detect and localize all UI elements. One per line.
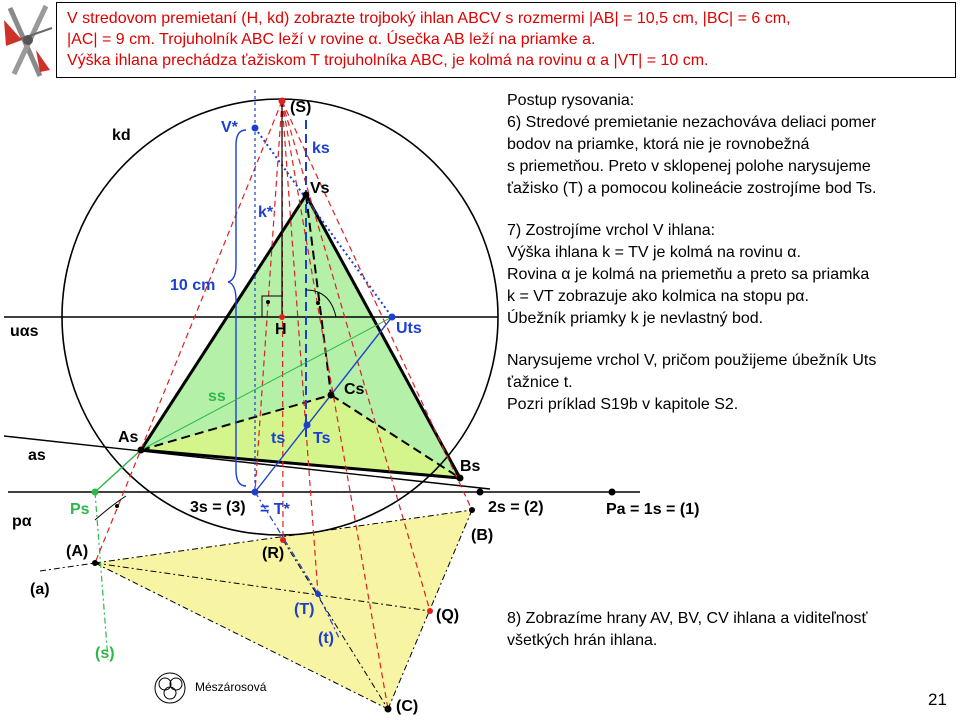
step7b-line: ťažnice t. [507,374,573,391]
step7-line: Rovina α je kolmá na priemetňu a preto sa priamka [507,266,870,283]
label-3s: 3s = (3) [190,499,246,516]
step7-line: Úbežník priamky k je nevlastný bod. [507,310,764,327]
label-10cm: 10 cm [170,277,216,294]
step6-line: 6) Stredové premietanie nezachováva deliaci pomer [507,114,877,131]
label-R-paren: (R) [262,545,285,562]
title-line-3: Výška ihlana prechádza ťažiskom T trojuholníka ABC, je kolmá na rovinu α a |VT| = 10 cm. [67,52,709,69]
author-logo-icon [155,673,185,703]
label-H: H [275,321,287,338]
label-S: (S) [290,99,312,116]
label-P-s: Ps [70,501,90,518]
label-2s: 2s = (2) [488,499,544,516]
step7-line: 7) Zostrojíme vrchol V ihlana: [507,222,716,239]
label-A-paren: (A) [66,543,89,560]
step6-line: s priemetňou. Preto v sklopenej polohe narysujeme [507,158,871,175]
label-B-paren: (B) [471,527,494,544]
label-a-paren: (a) [30,581,50,598]
step7b-line: Pozri príklad S19b v kapitole S2. [507,396,739,413]
label-B-s: Bs [460,458,481,475]
title-line-1: V stredovom premietaní (H, kd) zobrazte trojboký ihlan ABCV s rozmermi |AB| = 10,5 cm, |BC| = 6 cm, [67,10,791,27]
construction-step-8 [507,608,957,652]
step6-line: bodov na priamke, ktorá nie je rovnobežná [507,136,810,153]
label-a-s: as [28,447,46,464]
label-s-paren: (s) [95,645,115,662]
label-p-alpha: pα [12,513,32,530]
label-C-paren: (C) [396,698,419,715]
construction-steps [507,90,957,416]
label-T-star: = T* [260,501,290,518]
label-A-s: As [118,429,139,446]
label-T-paren: (T) [294,601,315,618]
label-U-t-s: Uts [396,320,422,337]
step7-line: k = VT zobrazuje ako kolmica na stopu pα. [507,288,809,305]
label-k-star: k* [258,204,274,221]
label-Q-paren: (Q) [436,607,460,624]
author-name: Mészárosová [195,680,267,694]
label-T-s: Ts [313,430,331,447]
step7b-line: Narysujeme vrchol V, pričom použijeme úbežník Uts [507,352,877,369]
step7-line: Výška ihlana k = TV je kolmá na rovinu α. [507,244,801,261]
step6-line: ťažisko (T) a pomocou kolineácie zostrojíme bod Ts. [507,180,877,197]
label-t-s: ts [271,430,286,447]
label-k-s: ks [312,140,330,157]
page-number: 21 [928,690,947,709]
title-line-2: |AC| = 9 cm. Trojuholník ABC leží v rovine α. Úsečka AB leží na priamke a. [67,31,596,48]
step8-line: 8) Zobrazíme hrany AV, BV, CV ihlana a viditeľnosť [507,610,868,627]
label-k-d: kd [112,127,131,144]
label-C-s: Cs [344,381,365,398]
steps-heading: Postup rysovania: [507,92,635,109]
label-V-star: V* [221,119,238,136]
label-s-s: ss [208,388,226,405]
label-V-s: Vs [310,180,330,197]
step8-line: všetkých hrán ihlana. [507,632,658,649]
label-u-alpha-s: uαs [10,323,39,340]
label-P-a: Pa = 1s = (1) [606,501,700,518]
label-t-paren: (t) [318,630,334,647]
